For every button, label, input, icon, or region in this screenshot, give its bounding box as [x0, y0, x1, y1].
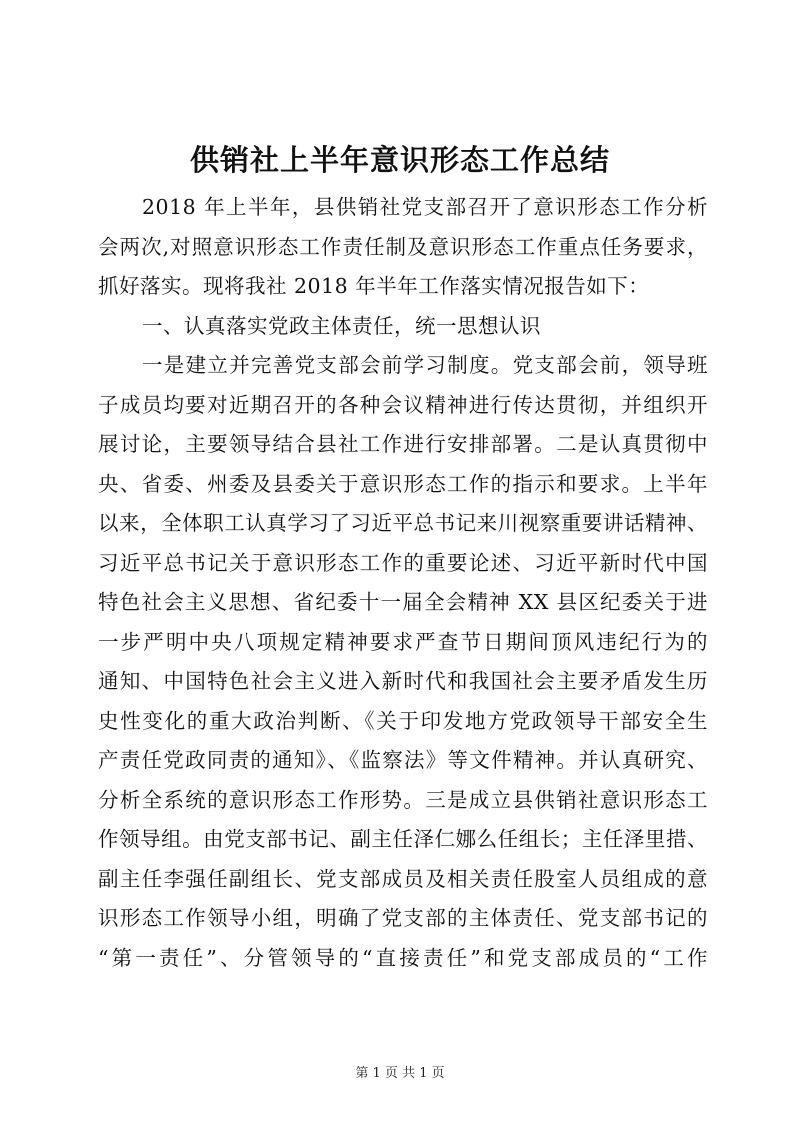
text-line: 央、省委、州委及县委关于意识形态工作的指示和要求。上半年 — [98, 471, 708, 496]
text-line: “第一责任”、分管领导的“直接责任”和党支部成员的“工作 — [98, 945, 708, 970]
text-line: 抓好落实。现将我社 2018 年半年工作落实情况报告如下： — [98, 274, 650, 298]
text-line: 通知、中国特色社会主义进入新时代和我国社会主要矛盾发生历 — [98, 669, 708, 693]
text-line: 副主任李强任副组长、党支部成员及相关责任股室人员组成的意 — [98, 866, 708, 891]
text-line: 特色社会主义思想、省纪委十一届全会精神 XX 县区纪委关于进 — [98, 590, 708, 614]
text-line: 一步严明中央八项规定精神要求严查节日期间顶风违纪行为的 — [98, 629, 708, 654]
text-line: 产责任党政同责的通知》、《监察法》等文件精神。并认真研究、 — [98, 748, 708, 772]
text-line: 分析全系统的意识形态工作形势。三是成立县供销社意识形态工 — [98, 787, 708, 812]
text-line: 会两次,对照意识形态工作责任制及意识形态工作重点任务要求， — [98, 234, 708, 259]
text-line: 识形态工作领导小组，明确了党支部的主体责任、党支部书记的 — [98, 906, 708, 930]
page-footer: 第 1 页 共 1 页 — [355, 1066, 445, 1081]
text-line: 史性变化的重大政治判断、《关于印发地方党政领导干部安全生 — [98, 708, 708, 733]
text-line: 作领导组。由党支部书记、副主任泽仁娜么任组长；主任泽里措、 — [98, 827, 708, 851]
document-body — [98, 188, 708, 978]
text-line: 展讨论，主要领导结合县社工作进行安排部署。二是认真贯彻中 — [98, 432, 708, 456]
text-line: 一、认真落实党政主体责任，统一思想认识 — [142, 313, 541, 338]
text-line: 以来，全体职工认真学习了习近平总书记来川视察重要讲话精神、 — [98, 511, 708, 535]
text-line: 习近平总书记关于意识形态工作的重要论述、习近平新时代中国 — [98, 550, 708, 575]
text-line: 2018 年上半年，县供销社党支部召开了意识形态工作分析 — [142, 195, 708, 219]
text-line: 一是建立并完善党支部会前学习制度。党支部会前，领导班 — [142, 353, 708, 377]
document-title: 供销社上半年意识形态工作总结 — [189, 143, 610, 177]
text-line: 子成员均要对近期召开的各种会议精神进行传达贯彻，并组织开 — [98, 392, 708, 417]
